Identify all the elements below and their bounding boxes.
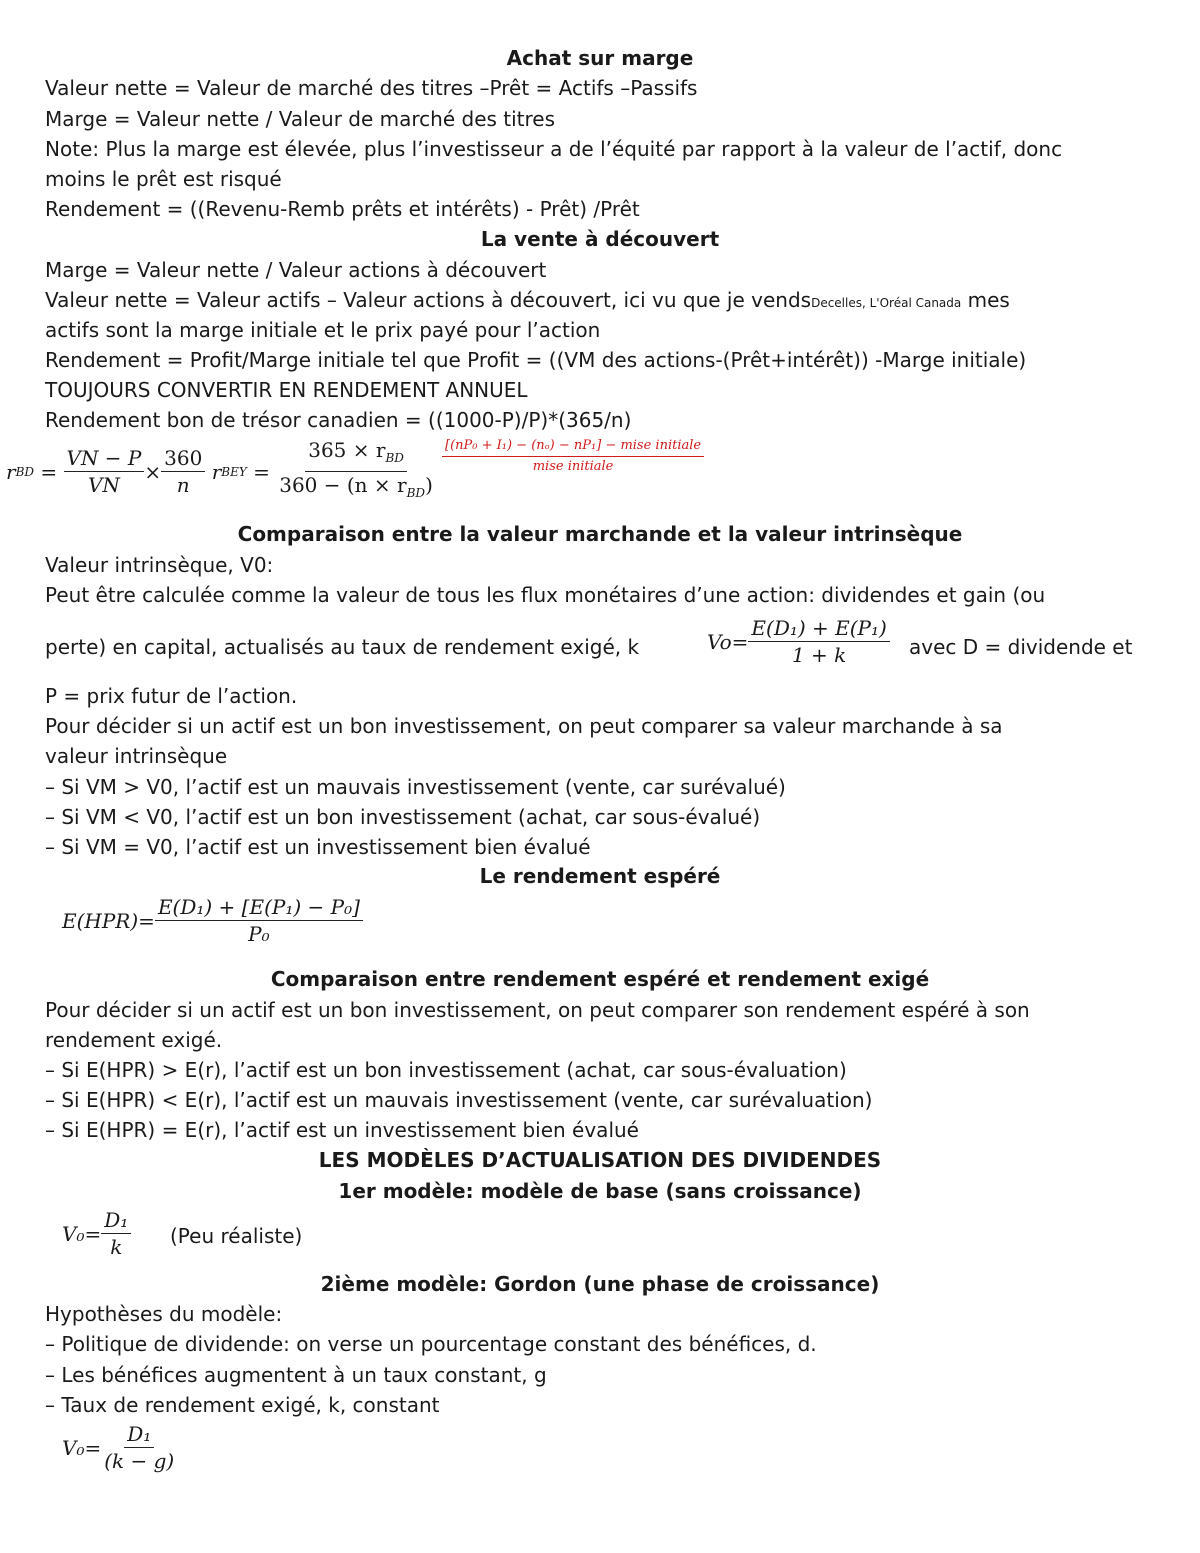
formula-numerator: E(D₁) + E(P₁) [748,616,889,642]
text-line: moins le prêt est risqué [45,167,282,191]
text-fragment: mes [961,288,1010,312]
text-line: Marge = Valeur nette / Valeur de marché des titres [45,107,556,131]
text-fragment: Valeur nette = Valeur actifs – Valeur actions à découvert, ici vu que je vends [45,288,812,312]
section-title-comparaison-rendement: Comparaison entre rendement espéré et rendement exigé [270,967,930,991]
text-note: (Peu réaliste) [170,1224,303,1248]
formula-denominator: n [176,473,190,497]
text-line: Pour décider si un actif est un bon investissement, on peut comparer sa valeur marchande à sa [45,714,1003,738]
text-line: Rendement = Profit/Marge initiale tel que Profit = ((VM des actions-(Prêt+intérêt)) -Marge initiale) [45,348,1027,372]
text-line: Hypothèses du modèle: [45,1302,283,1326]
subsection-title-modele-1: 1er modèle: modèle de base (sans croissance) [338,1179,862,1203]
text-line: Rendement bon de trésor canadien = ((1000-P)/P)*(365/n) [45,408,632,432]
section-title-rendement-espere: Le rendement espéré [479,864,721,888]
formula-numerator: VN − P [64,446,145,472]
formula-numerator: [(nP₀ + I₁) − (nₒ) − nP₁] − mise initiale [442,437,704,457]
text-line: Valeur intrinsèque, V0: [45,553,274,577]
formula-numerator: 365 × r [308,438,386,462]
formula-v0-gordon: V₀ = $\frac{\text{D₁}}{(k - g)}$ [62,1422,177,1473]
formula-subscript: BD [406,486,426,500]
section-title-vente-a-decouvert: La vente à découvert [480,227,720,251]
list-item: – Si VM > V0, l’actif est un mauvais investissement (vente, car surévalué) [45,775,786,799]
formula-symbol: V₀ [62,1221,85,1246]
text-line: Peut être calculée comme la valeur de tous les flux monétaires d’une action: dividendes et gain (ou [45,583,1046,607]
section-title-modeles: LES MODÈLES D’ACTUALISATION DES DIVIDENDES [318,1148,882,1172]
formula-numerator: E(D₁) + [E(P₁) − P₀] [155,895,363,921]
list-item: – Si E(HPR) < E(r), l’actif est un mauvais investissement (vente, car surévaluation) [45,1088,873,1112]
formula-subscript: BEY [221,464,247,479]
subsection-title-modele-2: 2ième modèle: Gordon (une phase de croissance) [320,1272,880,1296]
text-line: Note: Plus la marge est élevée, plus l’investisseur a de l’équité par rapport à la valeur de l’actif, donc [45,137,1063,161]
text-line: avec D = dividende et [909,635,1133,659]
text-line: Pour décider si un actif est un bon investissement, on peut comparer son rendement espéré à son [45,998,1030,1022]
list-item: – Taux de rendement exigé, k, constant [45,1393,440,1417]
text-line: Valeur nette = Valeur de marché des titres –Prêt = Actifs –Passifs [45,76,698,100]
formula-rbd: r BD = $\frac{VN - P}{VN}$ × $\frac{360}{n}$ r BEY = $\frac{365 \times r_{BD}}{360 - (n \times r_{BD})}$ [6,438,433,500]
inline-note: Decelles, L'Oréal Canada [811,296,962,310]
section-title-achat-sur-marge: Achat sur marge [506,46,694,70]
formula-numerator: 360 [161,446,205,472]
formula-subscript: BD [15,464,35,479]
text-line: Marge = Valeur nette / Valeur actions à découvert [45,258,547,282]
list-item: – Politique de dividende: on verse un pourcentage constant des bénéfices, d. [45,1332,817,1356]
formula-operator: × [144,459,162,484]
text-line: valeur intrinsèque [45,744,228,768]
formula-numerator: D₁ [101,1208,131,1234]
text-line: perte) en capital, actualisés au taux de rendement exigé, k [45,635,640,659]
formula-symbol: Vo [707,629,732,654]
formula-numerator: D₁ [124,1422,154,1448]
formula-denominator: 360 − (n × r [279,473,407,497]
section-title-comparaison-valeur: Comparaison entre la valeur marchande et la valeur intrinsèque [237,522,963,546]
text-line: rendement exigé. [45,1028,223,1052]
formula-symbol: r [211,459,222,484]
formula-denominator: P₀ [248,922,270,946]
formula-denominator: 1 + k [791,643,847,667]
list-item: – Si VM = V0, l’actif est un investissement bien évalué [45,835,591,859]
formula-e-hpr: E(HPR) = $\frac{\text{E(D₁) + [E(P₁) − P₀]}}{\text{P₀}}$ [62,895,363,946]
text-line: TOUJOURS CONVERTIR EN RENDEMENT ANNUEL [45,378,528,402]
formula-denominator: VN [87,473,120,497]
formula-subscript: BD [385,451,404,465]
list-item: – Si VM < V0, l’actif est un bon investissement (achat, car sous-évalué) [45,805,761,829]
formula-paren: ) [425,473,433,497]
formula-red-rendement [442,437,704,476]
list-item: – Si E(HPR) > E(r), l’actif est un bon investissement (achat, car sous-évaluation) [45,1058,847,1082]
formula-symbol: V₀ [62,1435,85,1460]
formula-denominator: k [110,1235,123,1259]
list-item: – Les bénéfices augmentent à un taux constant, g [45,1363,547,1387]
formula-denominator: (k − g) [104,1449,175,1473]
formula-v0-intrinseque: Vo = $\frac{\text{E(D₁) + E(P₁)}}{1 + k}$ [707,616,890,667]
formula-symbol: E(HPR) [62,908,139,933]
text-line-with-note [45,287,1010,316]
formula-symbol: r [6,459,16,484]
text-line: P = prix futur de l’action. [45,684,298,708]
formula-denominator: mise initiale [532,459,614,474]
text-line: Rendement = ((Revenu-Remb prêts et intérêts) - Prêt) /Prêt [45,197,640,221]
formula-v0-base: V₀ = $\frac{\text{D₁}}{k}$ [62,1208,131,1259]
text-line: actifs sont la marge initiale et le prix payé pour l’action [45,318,601,342]
list-item: – Si E(HPR) = E(r), l’actif est un investissement bien évalué [45,1118,639,1142]
